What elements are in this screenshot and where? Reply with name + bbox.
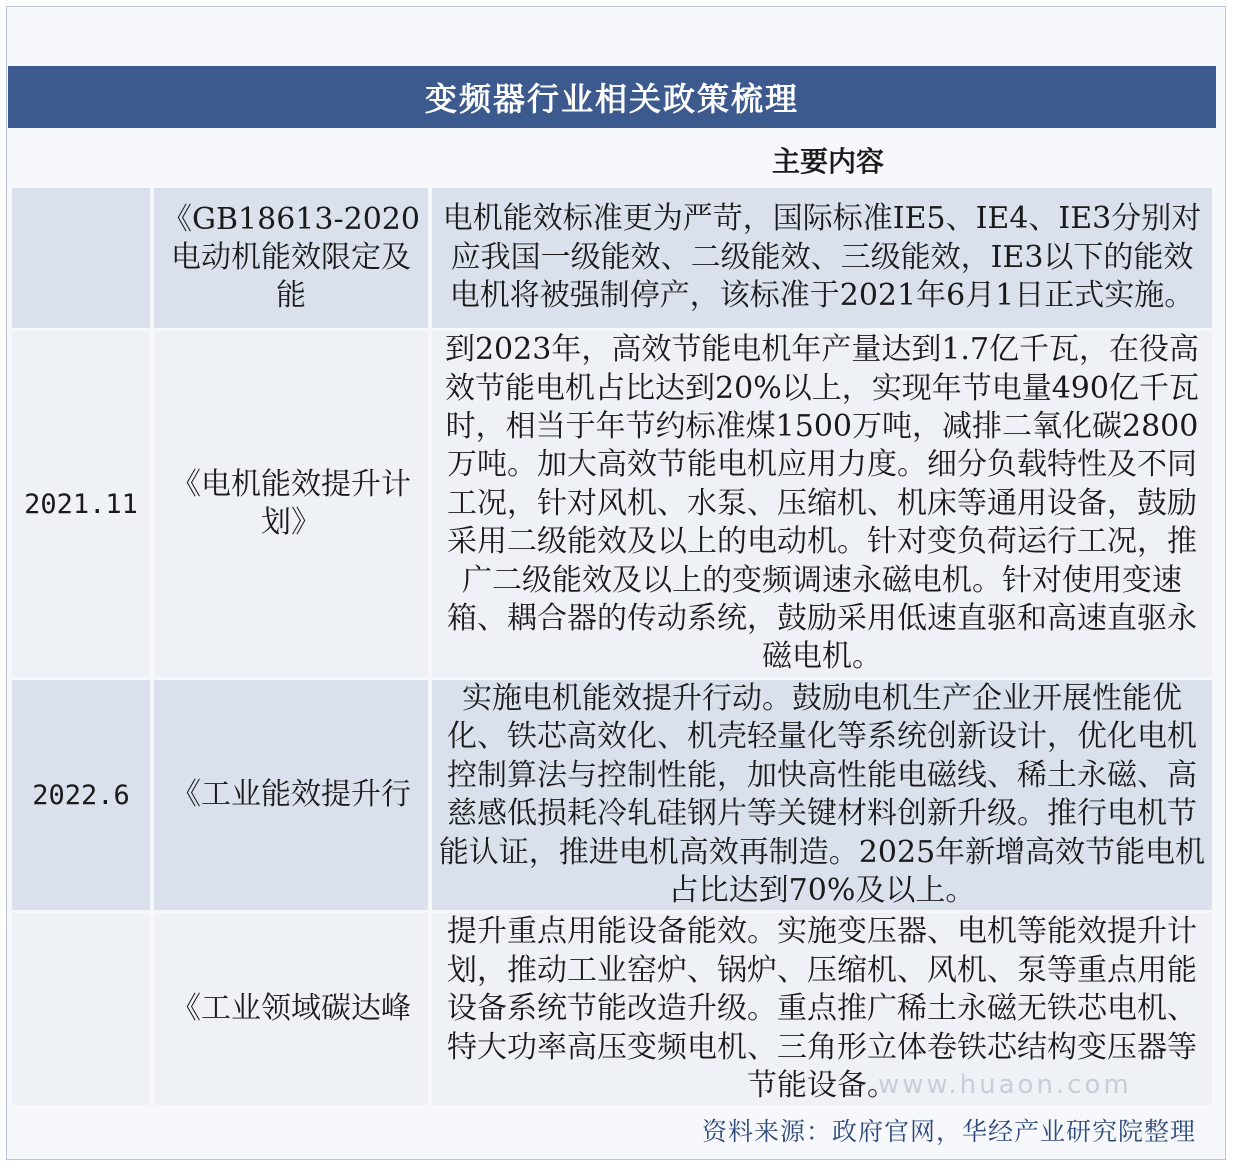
table-row xyxy=(12,331,1212,677)
row-policy-name: 《工业能效提升行 xyxy=(154,680,428,910)
row-policy-name: 《电机能效提升计划》 xyxy=(154,331,428,677)
row-content: 提升重点用能设备能效。实施变压器、电机等能效提升计划，推动工业窑炉、锅炉、压缩机、风机、泵等重点用能设备系统节能改造升级。重点推广稀土永磁无铁芯电机、特大功率高压变频电机、三角形立体卷铁芯结构变压器等节能设备。 xyxy=(432,913,1212,1105)
row-date: 2022.6 xyxy=(12,680,150,910)
table-row xyxy=(12,680,1212,910)
table-row xyxy=(12,188,1212,328)
row-policy-name: 《工业领域碳达峰 xyxy=(154,913,428,1105)
row-content: 电机能效标准更为严苛，国际标准IE5、IE4、IE3分别对应我国一级能效、二级能效、三级能效，IE3以下的能效电机将被强制停产，该标准于2021年6月1日正式实施。 xyxy=(432,188,1212,328)
row-policy-name: 《GB18613-2020电动机能效限定及能 xyxy=(154,188,428,328)
policy-table xyxy=(8,188,1216,1105)
row-content: 到2023年，高效节能电机年产量达到1.7亿千瓦，在役高效节能电机占比达到20%以上，实现年节电量490亿千瓦时，相当于年节约标准煤1500万吨，减排二氧化碳2800万吨。加大高效节能电机应用力度。细分负载特性及不同工况，针对风机、水泵、压缩机、机床等通用设备，鼓励采用二级能效及以上的电动机。针对变负荷运行工况，推广二级能效及以上的变频调速永磁电机。针对使用变速箱、耦合器的传动系统，鼓励采用低速直驱和高速直驱永磁电机。 xyxy=(432,331,1212,677)
source-note: 资料来源：政府官网，华经产业研究院整理 xyxy=(701,1117,1196,1146)
header-content: 主要内容 xyxy=(771,145,884,178)
watermark: www.huaon.com xyxy=(878,1070,1132,1100)
row-date xyxy=(12,188,150,328)
table-header xyxy=(8,132,1216,186)
row-date: 2021.11 xyxy=(12,331,150,677)
row-date xyxy=(12,913,150,1105)
row-content: 实施电机能效提升行动。鼓励电机生产企业开展性能优化、铁芯高效化、机壳轻量化等系统创新设计，优化电机控制算法与控制性能，加快高性能电磁线、稀土永磁、高慈感低损耗冷轧硅钢片等关键材料创新升级。推行电机节能认证，推进电机高效再制造。2025年新增高效节能电机占比达到70%及以上。 xyxy=(432,680,1212,910)
title-bar xyxy=(8,66,1216,128)
document-title: 变频器行业相关政策梳理 xyxy=(424,80,799,118)
